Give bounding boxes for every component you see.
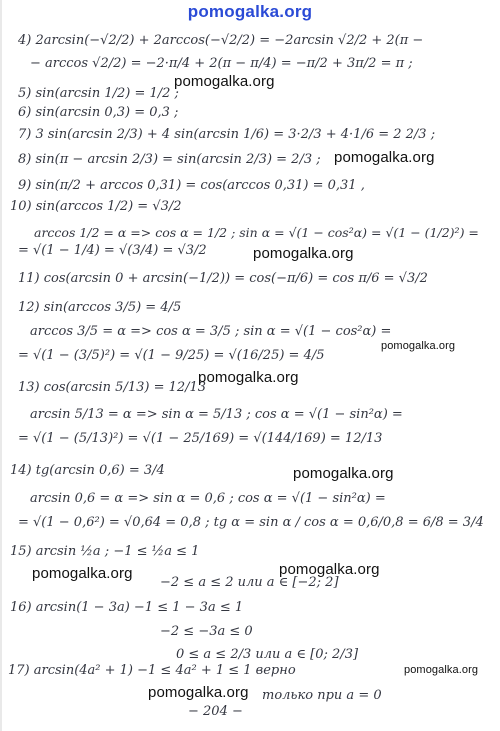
solution-line: 10) sin(arccos 1/2) = √3/2: [10, 199, 182, 214]
watermark-link[interactable]: pomogalka.org: [334, 149, 435, 166]
solution-line: 15) arcsin ½a ; −1 ≤ ½a ≤ 1: [10, 544, 200, 559]
solution-line: − arccos √2/2) = −2·π/4 + 2(π − π/4) = −π/2 + 3π/2 = π ;: [30, 56, 413, 71]
solution-line: только при a = 0: [262, 688, 382, 703]
page-edge-divider: [0, 0, 2, 731]
solution-line: 4) 2arcsin(−√2/2) + 2arccos(−√2/2) = −2arcsin √2/2 + 2(π −: [18, 33, 424, 48]
watermark-link[interactable]: pomogalka.org: [293, 465, 394, 482]
watermark-link[interactable]: pomogalka.org: [381, 340, 456, 352]
solution-line: −2 ≤ a ≤ 2 или a ∈ [−2; 2]: [160, 575, 339, 590]
solution-line: 17) arcsin(4a² + 1) −1 ≤ 4a² + 1 ≤ 1 верно: [8, 663, 296, 678]
site-header-watermark[interactable]: pomogalka.org: [187, 2, 313, 21]
watermark-link[interactable]: pomogalka.org: [198, 369, 299, 386]
solution-line: arccos 1/2 = α => cos α = 1/2 ; sin α = √(1 − cos²α) = √(1 − (1/2)²) =: [34, 225, 479, 240]
watermark-link[interactable]: pomogalka.org: [32, 565, 133, 582]
watermark-link[interactable]: pomogalka.org: [148, 684, 249, 701]
solution-line: 12) sin(arccos 3/5) = 4/5: [18, 300, 182, 315]
watermark-link[interactable]: pomogalka.org: [174, 73, 275, 90]
solution-line: arcsin 0,6 = α => sin α = 0,6 ; cos α = √(1 − sin²α) =: [30, 491, 386, 506]
watermark-link[interactable]: pomogalka.org: [253, 245, 354, 262]
solution-line: = √(1 − 0,6²) = √0,64 = 0,8 ; tg α = sin α / cos α = 0,6/0,8 = 6/8 = 3/4: [18, 515, 484, 530]
solution-line: 7) 3 sin(arcsin 2/3) + 4 sin(arcsin 1/6) = 3·2/3 + 4·1/6 = 2 2/3 ;: [18, 127, 436, 142]
solution-line: 5) sin(arcsin 1/2) = 1/2 ;: [18, 86, 179, 101]
solution-line: 6) sin(arcsin 0,3) = 0,3 ;: [18, 105, 179, 120]
watermark-link[interactable]: pomogalka.org: [404, 664, 479, 676]
solution-line: = √(1 − 1/4) = √(3/4) = √3/2: [18, 243, 207, 258]
page-number: − 204 −: [188, 704, 243, 719]
solution-line: 13) cos(arcsin 5/13) = 12/13: [18, 380, 207, 395]
solution-line: 0 ≤ a ≤ 2/3 или a ∈ [0; 2/3]: [176, 647, 359, 662]
solution-line: = √(1 − (3/5)²) = √(1 − 9/25) = √(16/25) = 4/5: [18, 348, 325, 363]
solution-line: = √(1 − (5/13)²) = √(1 − 25/169) = √(144/169) = 12/13: [18, 431, 383, 446]
solution-line: 14) tg(arcsin 0,6) = 3/4: [10, 463, 165, 478]
solution-line: 8) sin(π − arcsin 2/3) = sin(arcsin 2/3) = 2/3 ;: [18, 152, 321, 167]
solution-line: arccos 3/5 = α => cos α = 3/5 ; sin α = √(1 − cos²α) =: [30, 324, 392, 339]
solution-line: −2 ≤ −3a ≤ 0: [160, 624, 253, 639]
solution-line: 11) cos(arcsin 0 + arcsin(−1/2)) = cos(−π/6) = cos π/6 = √3/2: [18, 271, 428, 286]
solution-line: arcsin 5/13 = α => sin α = 5/13 ; cos α = √(1 − sin²α) =: [30, 407, 403, 422]
solution-line: 16) arcsin(1 − 3a) −1 ≤ 1 − 3a ≤ 1: [10, 600, 244, 615]
watermark-link[interactable]: pomogalka.org: [279, 561, 380, 578]
solution-line: 9) sin(π/2 + arccos 0,31) = cos(arccos 0,31) = 0,31 ,: [18, 178, 365, 193]
